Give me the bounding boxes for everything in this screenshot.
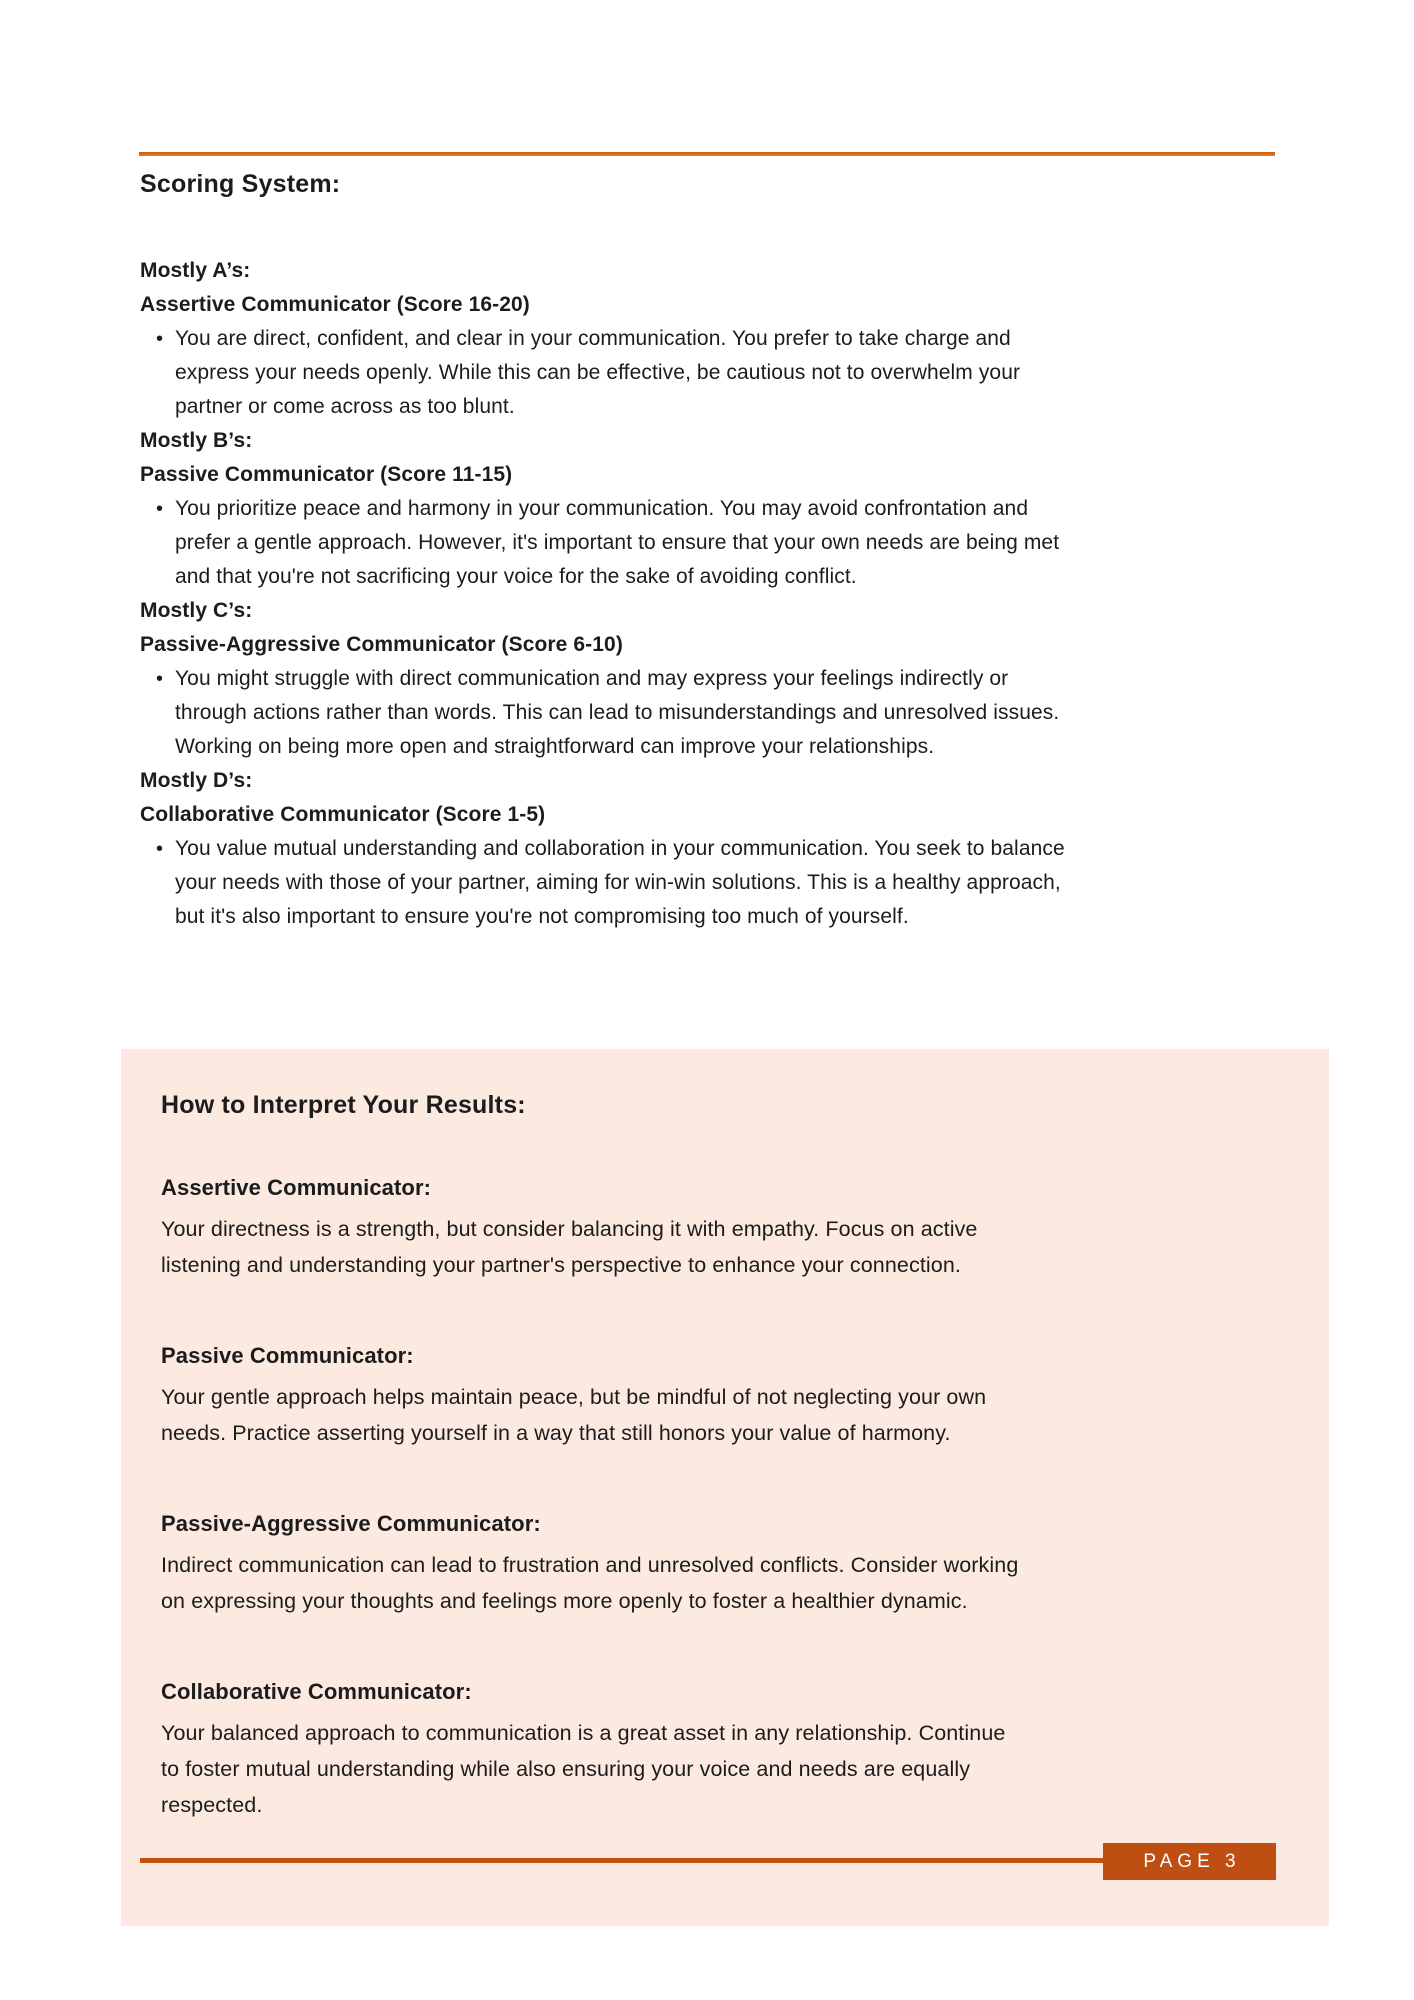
scoring-group-b bbox=[140, 424, 1290, 594]
group-d-description: • You value mutual understanding and collaboration in your communication. You seek to balance your needs with those of your partner, aiming for win-win solutions. This is a healthy approach, but it's also important to ensure you're not compromising too much of yourself. bbox=[140, 832, 1290, 934]
group-c-list bbox=[140, 662, 1290, 764]
interpret-passive-heading: Passive Communicator: bbox=[161, 1343, 414, 1368]
group-a-list bbox=[140, 322, 1290, 424]
interpret-passive-aggressive-heading: Passive-Aggressive Communicator: bbox=[161, 1511, 541, 1536]
interpret-section-passive-aggressive bbox=[161, 1509, 1289, 1619]
group-b-label: Mostly B’s: bbox=[140, 429, 253, 452]
interpret-passive-body: Your gentle approach helps maintain peace, but be mindful of not neglecting your own needs. Practice asserting yourself in a way that still honors your value of harmony. bbox=[161, 1385, 987, 1445]
group-b-list bbox=[140, 492, 1290, 594]
scoring-group-d bbox=[140, 764, 1290, 934]
interpret-collaborative-heading: Collaborative Communicator: bbox=[161, 1679, 472, 1704]
interpret-section-assertive bbox=[161, 1173, 1289, 1283]
group-d-label: Mostly D’s: bbox=[140, 769, 253, 792]
group-c-description: • You might struggle with direct communication and may express your feelings indirectly or through actions rather than words. This can lead to misunderstandings and unresolved issues. Working on being more open and straightforward can improve your relationships. bbox=[140, 662, 1290, 764]
group-d-list bbox=[140, 832, 1290, 934]
scoring-group-c bbox=[140, 594, 1290, 764]
group-c-label: Mostly C’s: bbox=[140, 599, 253, 622]
interpret-assertive-body: Your directness is a strength, but consider balancing it with empathy. Focus on active listening and understanding your partner's perspective to enhance your connection. bbox=[161, 1217, 978, 1277]
top-accent-rule bbox=[139, 152, 1275, 156]
footer-accent-rule bbox=[140, 1858, 1103, 1863]
group-d-type: Collaborative Communicator (Score 1-5) bbox=[140, 803, 546, 826]
interpret-assertive-heading: Assertive Communicator: bbox=[161, 1175, 432, 1200]
group-a-description: • You are direct, confident, and clear in your communication. You prefer to take charge and express your needs openly. While this can be effective, be cautious not to overwhelm your partner or come across as too blunt. bbox=[140, 322, 1290, 424]
group-b-description: • You prioritize peace and harmony in your communication. You may avoid confrontation and prefer a gentle approach. However, it's important to ensure that your own needs are being met and that you're not sacrificing your voice for the sake of avoiding conflict. bbox=[140, 492, 1290, 594]
group-a-type: Assertive Communicator (Score 16-20) bbox=[140, 293, 530, 316]
interpret-collaborative-body: Your balanced approach to communication is a great asset in any relationship. Continue to foster mutual understanding while also ensuring your voice and needs are equally respected. bbox=[161, 1721, 1006, 1817]
scoring-group-a bbox=[140, 254, 1290, 424]
scoring-system-section bbox=[140, 170, 1290, 934]
interpret-section-passive bbox=[161, 1341, 1289, 1451]
interpret-results-box bbox=[121, 1049, 1329, 1926]
interpret-section-collaborative bbox=[161, 1677, 1289, 1823]
interpret-results-title: How to Interpret Your Results: bbox=[161, 1091, 526, 1119]
group-c-type: Passive-Aggressive Communicator (Score 6-10) bbox=[140, 633, 623, 656]
group-b-type: Passive Communicator (Score 11-15) bbox=[140, 463, 513, 486]
scoring-system-title: Scoring System: bbox=[140, 170, 341, 198]
interpret-passive-aggressive-body: Indirect communication can lead to frustration and unresolved conflicts. Consider working on expressing your thoughts and feelings more openly to foster a healthier dynamic. bbox=[161, 1553, 1019, 1613]
page-number-badge bbox=[1103, 1843, 1276, 1880]
page-number-label: PAGE 3 bbox=[1143, 1850, 1241, 1872]
group-a-label: Mostly A’s: bbox=[140, 259, 251, 282]
